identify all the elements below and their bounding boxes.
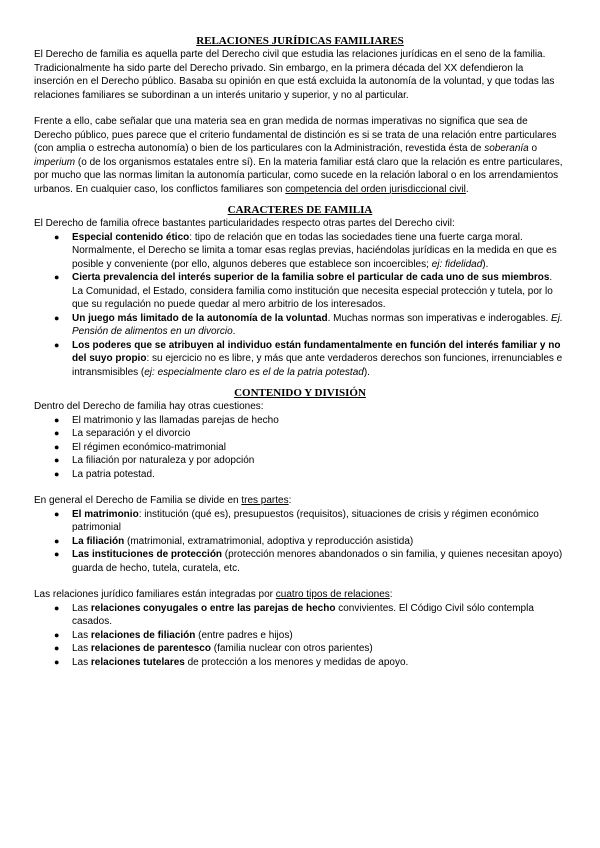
item-bold: relaciones conyugales o entre las parejas de hecho [90, 602, 336, 614]
list-item [34, 271, 566, 312]
partes-list [34, 508, 566, 576]
paragraph-frente-text-d: . [465, 183, 469, 195]
caracteres-list [34, 231, 566, 380]
document-page [34, 34, 566, 669]
paragraph-intro: El Derecho de familia es aquella parte del Derecho civil que estudia las relaciones jurídicas en el seno de la familia. Tradicionalmente ha sido parte del Derecho privado. Sin embargo, en la primera década del XX defendieron la inserción en el Derecho público. Basaba su opinión en que está excluida la autonomía de la voluntad, y que todas las relaciones familiares se subordinan a un interés unitario y superior, y no al particular. [34, 49, 555, 101]
item-text: : tipo de relación que en todas las sociedades tiene una fuerte carga moral. Normalmente, el Derecho se limita a tomar esas reglas previas, haciéndolas jurídicas en la medida en que es posible y conveniente (por ello, algunos deberes que establece son incoercibles; [72, 231, 557, 270]
item-text: El régimen económico-matrimonial [72, 441, 226, 453]
list-item [34, 339, 566, 380]
paragraph-frente-text-b: o [528, 143, 538, 154]
item-bold: relaciones de filiación [90, 629, 196, 641]
item-pre: Las [72, 602, 91, 614]
bullet-icon: ● [54, 272, 60, 282]
paragraph-cuestiones-intro: Dentro del Derecho de familia hay otras cuestiones: [34, 401, 264, 412]
paragraph-frente-text-c: (o de los organismos estatales entre sí). En la materia familiar está claro que la relación es entre particulares, por mucho que las normas limitan la autonomía particular, como sucede en la relación laboral o en los arrendamientos urbanos. En cualquier caso, los conflictos familiares son [34, 156, 563, 195]
bullet-icon: ● [54, 535, 60, 546]
term-imperium: imperium [34, 156, 76, 168]
item-text: : institución (qué es), presupuestos (requisitos), situaciones de crisis y régimen económico patrimonial [72, 508, 539, 533]
list-item [34, 535, 566, 549]
text-b: : [389, 589, 393, 600]
item-pre: Las [72, 629, 91, 641]
bullet-icon: ● [54, 414, 60, 425]
bullet-icon: ● [54, 602, 60, 613]
list-item [34, 548, 566, 575]
underlined-tres-partes: tres partes [241, 495, 289, 506]
list-item [34, 312, 566, 339]
list-item [34, 414, 566, 428]
bullet-icon: ● [54, 629, 60, 640]
item-bold: La filiación [72, 535, 125, 547]
item-pre: Las [72, 643, 91, 654]
item-bold: Cierta prevalencia del interés superior de la familia sobre el particular de cada uno de sus miembros [72, 272, 550, 283]
paragraph-caracteres-intro: El Derecho de familia ofrece bastantes particularidades respecto otras partes del Derecho civil: [34, 218, 455, 229]
text-b: : [288, 495, 292, 506]
list-item [34, 454, 566, 468]
list-item [34, 441, 566, 455]
list-item [34, 427, 566, 441]
item-bold: El matrimonio [72, 508, 139, 520]
item-text: de protección a los menores y medidas de apoyo. [184, 656, 409, 668]
section-title-contenido: CONTENIDO Y DIVISIÓN [234, 387, 366, 399]
item-text: La separación y el divorcio [72, 428, 191, 439]
item-bold: relaciones de parentesco [90, 643, 211, 654]
term-soberania: soberanía [484, 143, 529, 154]
bullet-icon: ● [54, 508, 60, 519]
item-bold: Especial contenido ético [72, 231, 190, 243]
list-item [34, 642, 566, 656]
item-end: ). [363, 366, 370, 378]
item-text: La patria potestad. [72, 468, 155, 480]
item-text: (entre padres e hijos) [195, 629, 293, 641]
item-text: : su ejercicio no es libre, y más que ante verdaderos derechos son funciones, irrenunciables e intransmisibles ( [72, 353, 563, 378]
item-text: . La Comunidad, el Estado, considera familia como institución que necesita especial protección y tutela, por lo que su regulación no puede quedar al mero arbitrio de los interesados. [72, 272, 553, 310]
bullet-icon: ● [54, 468, 60, 479]
bullet-icon: ● [54, 231, 60, 242]
bullet-icon: ● [54, 549, 60, 559]
bullet-icon: ● [54, 656, 60, 667]
bullet-icon: ● [54, 428, 60, 438]
item-italic: Ej. Pensión de alimentos en un divorcio [72, 312, 563, 337]
item-end: ). [482, 258, 489, 270]
list-item [34, 468, 566, 482]
section-title-relaciones: RELACIONES JURÍDICAS FAMILIARES [196, 35, 404, 47]
list-item [34, 602, 566, 629]
list-item [34, 629, 566, 643]
text-a: En general el Derecho de Familia se divide en [34, 495, 242, 506]
list-item [34, 508, 566, 535]
paragraph-frente [34, 115, 566, 196]
tipos-list [34, 602, 566, 670]
bullet-icon: ● [54, 455, 60, 465]
cuestiones-list [34, 414, 566, 482]
list-item [34, 656, 566, 670]
text-a: Las relaciones jurídico familiares están integradas por [34, 589, 276, 600]
item-text: (protección menores abandonados o sin familia, y quienes necesitan apoyo) guarda de hecho, tutela, curatela, etc. [72, 549, 563, 574]
item-bold: Las instituciones de protección [72, 549, 223, 560]
item-italic: ej: fidelidad [431, 258, 483, 270]
item-text: La filiación por naturaleza y por adopción [72, 455, 255, 466]
item-text: El matrimonio y las llamadas parejas de hecho [72, 414, 279, 426]
bullet-icon: ● [54, 339, 60, 350]
section-title-caracteres: CARACTERES DE FAMILIA [227, 204, 373, 216]
item-pre: Las [72, 656, 91, 668]
item-text: (familia nuclear con otros parientes) [210, 643, 373, 654]
paragraph-tipos-intro [34, 588, 566, 602]
item-bold: Un juego más limitado de la autonomía de la voluntad [72, 312, 328, 324]
paragraph-frente-text-a: Frente a ello, cabe señalar que una materia sea en gran medida de normas imperativas no significa que sea de Derecho público, pues parece que el criterio fundamental de distinción es si se trata de una relación entre particulares (con amplia o estrecha autonomía) o bien de los particulares con la Administración, revestida ésta de [34, 116, 557, 154]
underlined-competencia: competencia del orden jurisdiccional civil [285, 183, 466, 195]
bullet-icon: ● [54, 312, 60, 323]
item-end: . [232, 326, 236, 337]
bullet-icon: ● [54, 441, 60, 452]
item-bold: Los poderes que se atribuyen al individuo están fundamentalmente en función del interés familiar y no del suyo propio [72, 339, 561, 364]
paragraph-partes-intro [34, 494, 566, 508]
bullet-icon: ● [54, 643, 60, 653]
item-text: convivientes. El Código Civil sólo contempla casados. [72, 602, 534, 627]
underlined-cuatro-tipos: cuatro tipos de relaciones [275, 589, 390, 600]
item-text: (matrimonial, extramatrimonial, adoptiva y reproducción asistida) [124, 535, 414, 547]
list-item [34, 231, 566, 272]
item-bold: relaciones tutelares [90, 656, 185, 668]
item-text: . Muchas normas son imperativas e inderogables. [327, 312, 552, 324]
item-italic: ej: especialmente claro es el de la patria potestad [144, 366, 364, 378]
